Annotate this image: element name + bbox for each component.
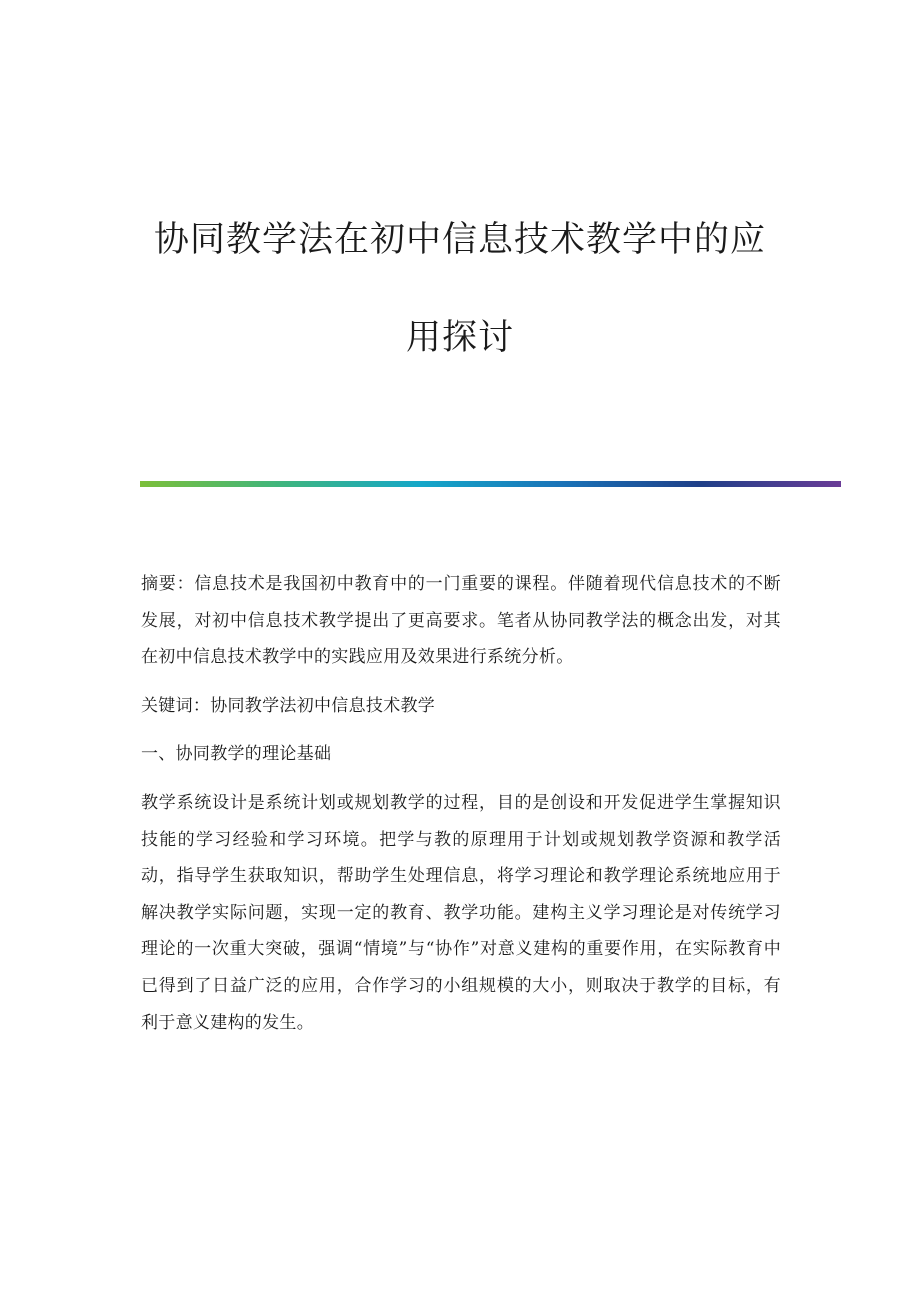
- document-body: [141, 566, 781, 1053]
- abstract-paragraph: 摘要：信息技术是我国初中教育中的一门重要的课程。伴随着现代信息技术的不断发展，对初中信息技术教学提出了更高要求。笔者从协同教学法的概念出发，对其在初中信息技术教学中的实践应用及效果进行系统分析。: [141, 574, 781, 668]
- section-heading: 一、协同教学的理论基础: [141, 744, 332, 765]
- keywords-line: 关键词：协同教学法初中信息技术教学: [141, 695, 436, 716]
- section-paragraph: 教学系统设计是系统计划或规划教学的过程，目的是创设和开发促进学生掌握知识技能的学习经验和学习环境。把学与教的原理用于计划或规划教学资源和教学活动，指导学生获取知识，帮助学生处理信息，将学习理论和教学理论系统地应用于解决教学实际问题，实现一定的教育、教学功能。建构主义学习理论是对传统学习理论的一次重大突破，强调“情境”与“协作”对意义建构的重要作用，在实际教育中已得到了日益广泛的应用，合作学习的小组规模的大小，则取决于教学的目标，有利于意义建构的发生。: [141, 792, 781, 1033]
- gradient-divider: [140, 481, 841, 487]
- document-title-line1: 协同教学法在初中信息技术教学中的应: [153, 220, 766, 260]
- document-title-line2: 用探讨: [405, 318, 514, 358]
